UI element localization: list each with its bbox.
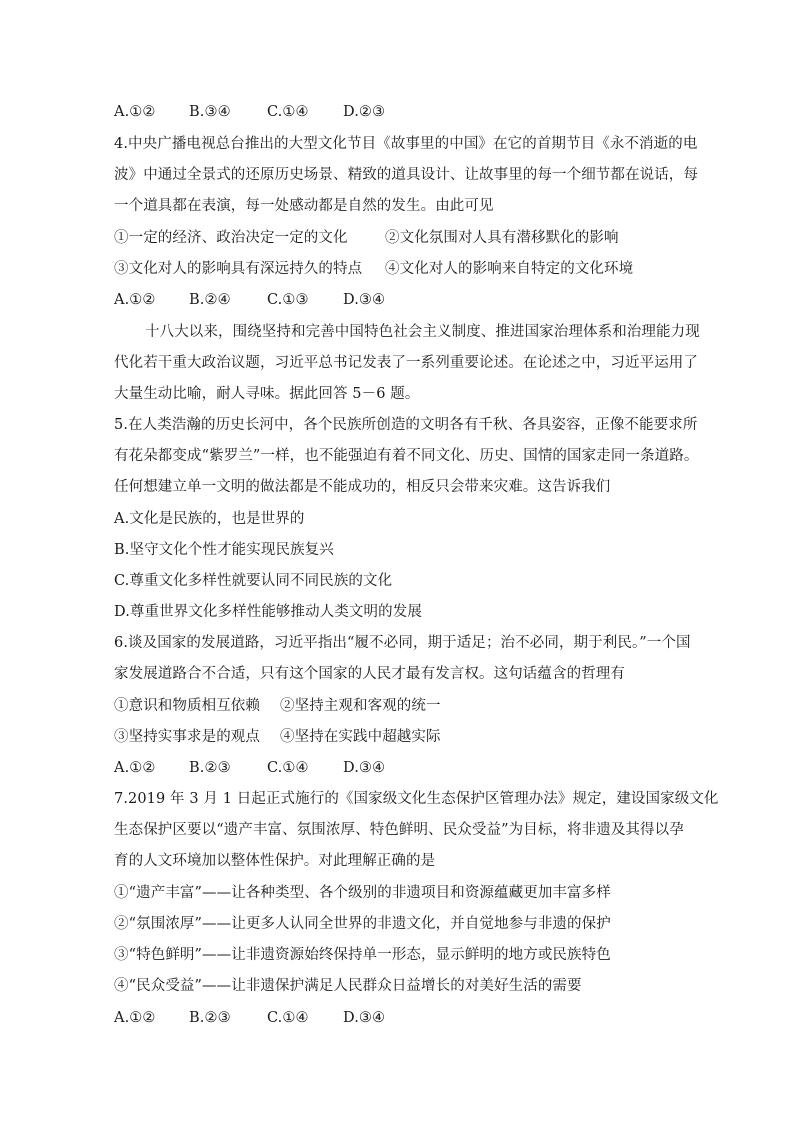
q3-option-a: A.①②: [114, 104, 156, 120]
q4-option-a: A.①②: [114, 292, 156, 308]
q6-stem-line-2: 家发展道路合不合适，只有这个国家的人民才最有发言权。这句话蕴含的哲理有: [114, 666, 625, 682]
q7-statement-1: ①“遗产丰富”——让各种类型、各个级别的非遗项目和资源蕴藏更加丰富多样: [114, 885, 611, 901]
q5-stem-line-3: 任何想建立单一文明的做法都是不能成功的，相反只会带来灾难。这告诉我们: [114, 479, 611, 495]
q5-option-c: C.尊重文化多样性就要认同不同民族的文化: [114, 573, 393, 589]
q4-stem-line-1: 4.中央广播电视总台推出的大型文化节目《故事里的中国》在它的首期节目《永不消逝的电: [114, 136, 698, 152]
q4-statement-3: ③文化对人的影响具有深远持久的特点: [114, 261, 363, 277]
q5-option-b: B.坚守文化个性才能实现民族复兴: [114, 542, 334, 558]
q7-stem-line-3: 育的人文环境加以整体性保护。对此理解正确的是: [114, 853, 436, 869]
q4-stem-line-3: 一个道具都在表演，每一处感动都是自然的发生。由此可见: [114, 198, 494, 214]
q4-stem-line-2: 波》中通过全景式的还原历史场景、精致的道具设计、让故事里的每一个细节都在说话，每: [114, 167, 698, 183]
intro-line-2: 代化若干重大政治议题，习近平总书记发表了一系列重要论述。在论述之中，习近平运用了: [114, 355, 698, 371]
intro-line-1: 十八大以来，围绕坚持和完善中国特色社会主义制度、推进国家治理体系和治理能力现: [145, 324, 700, 340]
q4-option-c: C.①③: [267, 292, 309, 308]
intro-line-3: 大量生动比喻，耐人寻味。据此回答 5－6 题。: [114, 386, 420, 402]
q3-option-c: C.①④: [267, 104, 309, 120]
q4-statement-2: ②文化氛围对人具有潜移默化的影响: [385, 230, 619, 246]
q6-stem-line-1: 6.谈及国家的发展道路，习近平指出“履不必同，期于适足；治不必同，期于利民。”一个国: [114, 635, 691, 651]
q3-option-b: B.③④: [189, 104, 231, 120]
q4-option-d: D.③④: [343, 292, 386, 308]
q6-option-c: C.①④: [267, 760, 309, 776]
q7-statement-2: ②“氛围浓厚”——让更多人认同全世界的非遗文化，并自觉地参与非遗的保护: [114, 916, 611, 932]
q5-stem-line-1: 5.在人类浩瀚的历史长河中，各个民族所创造的文明各有千秋、各具姿容，正像不能要求所: [114, 417, 698, 433]
q6-statement-1: ①意识和物质相互依赖: [114, 698, 260, 714]
q4-statement-4: ④文化对人的影响来自特定的文化环境: [385, 261, 634, 277]
q6-statement-4: ④坚持在实践中超越实际: [280, 729, 441, 745]
q4-statement-1: ①一定的经济、政治决定一定的文化: [114, 230, 348, 246]
q6-statement-2: ②坚持主观和客观的统一: [280, 698, 441, 714]
q5-option-d: D.尊重世界文化多样性能够推动人类文明的发展: [114, 604, 422, 620]
q6-statement-3: ③坚持实事求是的观点: [114, 729, 260, 745]
q7-statement-3: ③“特色鲜明”——让非遗资源始终保持单一形态，显示鲜明的地方或民族特色: [114, 947, 611, 963]
q5-stem-line-2: 有花朵都变成“紫罗兰”一样，也不能强迫有着不同文化、历史、国情的国家走同一条道路。: [114, 448, 699, 464]
q4-option-b: B.②④: [189, 292, 231, 308]
q7-option-b: B.②③: [189, 1010, 231, 1026]
q7-statement-4: ④“民众受益”——让非遗保护满足人民群众日益增长的对美好生活的需要: [114, 978, 582, 994]
q7-stem-line-1: 7.2019 年 3 月 1 日起正式施行的《国家级文化生态保护区管理办法》规定，建设国家级文化: [114, 791, 719, 807]
q6-option-d: D.③④: [343, 760, 386, 776]
q6-option-a: A.①②: [114, 760, 156, 776]
q6-option-b: B.②③: [189, 760, 231, 776]
q7-option-d: D.③④: [343, 1010, 386, 1026]
q7-stem-line-2: 生态保护区要以“遗产丰富、氛围浓厚、特色鲜明、民众受益”为目标，将非遗及其得以孕: [114, 822, 684, 838]
q7-option-c: C.①④: [267, 1010, 309, 1026]
q5-option-a: A.文化是民族的，也是世界的: [114, 511, 305, 527]
q3-option-d: D.②③: [343, 104, 386, 120]
q7-option-a: A.①②: [114, 1010, 156, 1026]
